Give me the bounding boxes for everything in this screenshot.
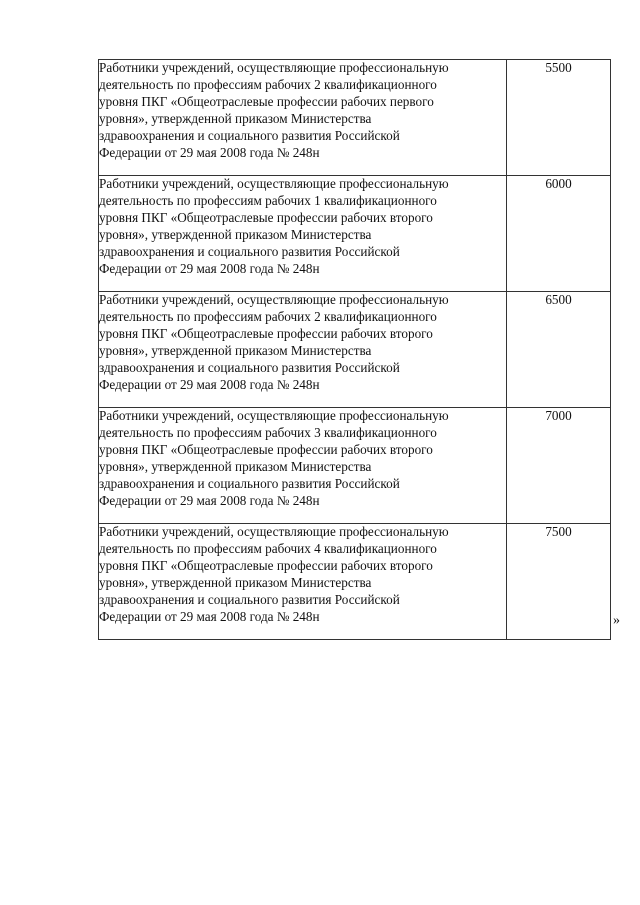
description-line: уровня», утвержденной приказом Министерства <box>99 574 372 590</box>
description-line: уровня ПКГ «Общеотраслевые профессии рабочих второго <box>99 441 433 457</box>
description-line: Федерации от 29 мая 2008 года № 248н <box>99 144 320 160</box>
description-line: уровня», утвержденной приказом Министерства <box>99 342 372 358</box>
description-line: Работники учреждений, осуществляющие профессиональную <box>99 176 449 191</box>
description-line: деятельность по профессиям рабочих 3 квалификационного <box>99 424 437 440</box>
description-line: уровня ПКГ «Общеотраслевые профессии рабочих второго <box>99 325 433 341</box>
description-line: здравоохранения и социального развития Российской <box>99 475 400 491</box>
description-line: Федерации от 29 мая 2008 года № 248н <box>99 492 320 508</box>
row-description <box>99 292 507 408</box>
row-amount: 7000 <box>507 408 611 524</box>
table-row <box>99 524 611 640</box>
table-row <box>99 176 611 292</box>
row-description <box>99 524 507 640</box>
row-amount: 7500 <box>507 524 611 640</box>
description-line: Федерации от 29 мая 2008 года № 248н <box>99 260 320 276</box>
description-line: Работники учреждений, осуществляющие профессиональную <box>99 60 449 75</box>
description-line: Работники учреждений, осуществляющие профессиональную <box>99 524 449 539</box>
closing-quote-mark: » <box>613 613 620 628</box>
description-line: деятельность по профессиям рабочих 1 квалификационного <box>99 192 437 208</box>
description-line: Федерации от 29 мая 2008 года № 248н <box>99 376 320 392</box>
description-line: деятельность по профессиям рабочих 2 квалификационного <box>99 308 437 324</box>
row-amount: 5500 <box>507 60 611 176</box>
description-line: уровня ПКГ «Общеотраслевые профессии рабочих второго <box>99 209 433 225</box>
table-row <box>99 408 611 524</box>
salary-table <box>98 59 611 640</box>
description-line: деятельность по профессиям рабочих 4 квалификационного <box>99 540 437 556</box>
row-description <box>99 176 507 292</box>
table-row <box>99 60 611 176</box>
description-line: здравоохранения и социального развития Российской <box>99 127 400 143</box>
row-description <box>99 60 507 176</box>
row-amount: 6000 <box>507 176 611 292</box>
description-line: здравоохранения и социального развития Российской <box>99 243 400 259</box>
row-description <box>99 408 507 524</box>
table-row <box>99 292 611 408</box>
description-line: уровня», утвержденной приказом Министерства <box>99 110 372 126</box>
description-line: уровня ПКГ «Общеотраслевые профессии рабочих первого <box>99 93 434 109</box>
row-amount: 6500 <box>507 292 611 408</box>
description-line: уровня ПКГ «Общеотраслевые профессии рабочих второго <box>99 557 433 573</box>
description-line: здравоохранения и социального развития Российской <box>99 359 400 375</box>
description-line: уровня», утвержденной приказом Министерства <box>99 226 372 242</box>
description-line: уровня», утвержденной приказом Министерства <box>99 458 372 474</box>
description-line: здравоохранения и социального развития Российской <box>99 591 400 607</box>
description-line: Федерации от 29 мая 2008 года № 248н <box>99 608 320 624</box>
description-line: деятельность по профессиям рабочих 2 квалификационного <box>99 76 437 92</box>
description-line: Работники учреждений, осуществляющие профессиональную <box>99 292 449 307</box>
description-line: Работники учреждений, осуществляющие профессиональную <box>99 408 449 423</box>
